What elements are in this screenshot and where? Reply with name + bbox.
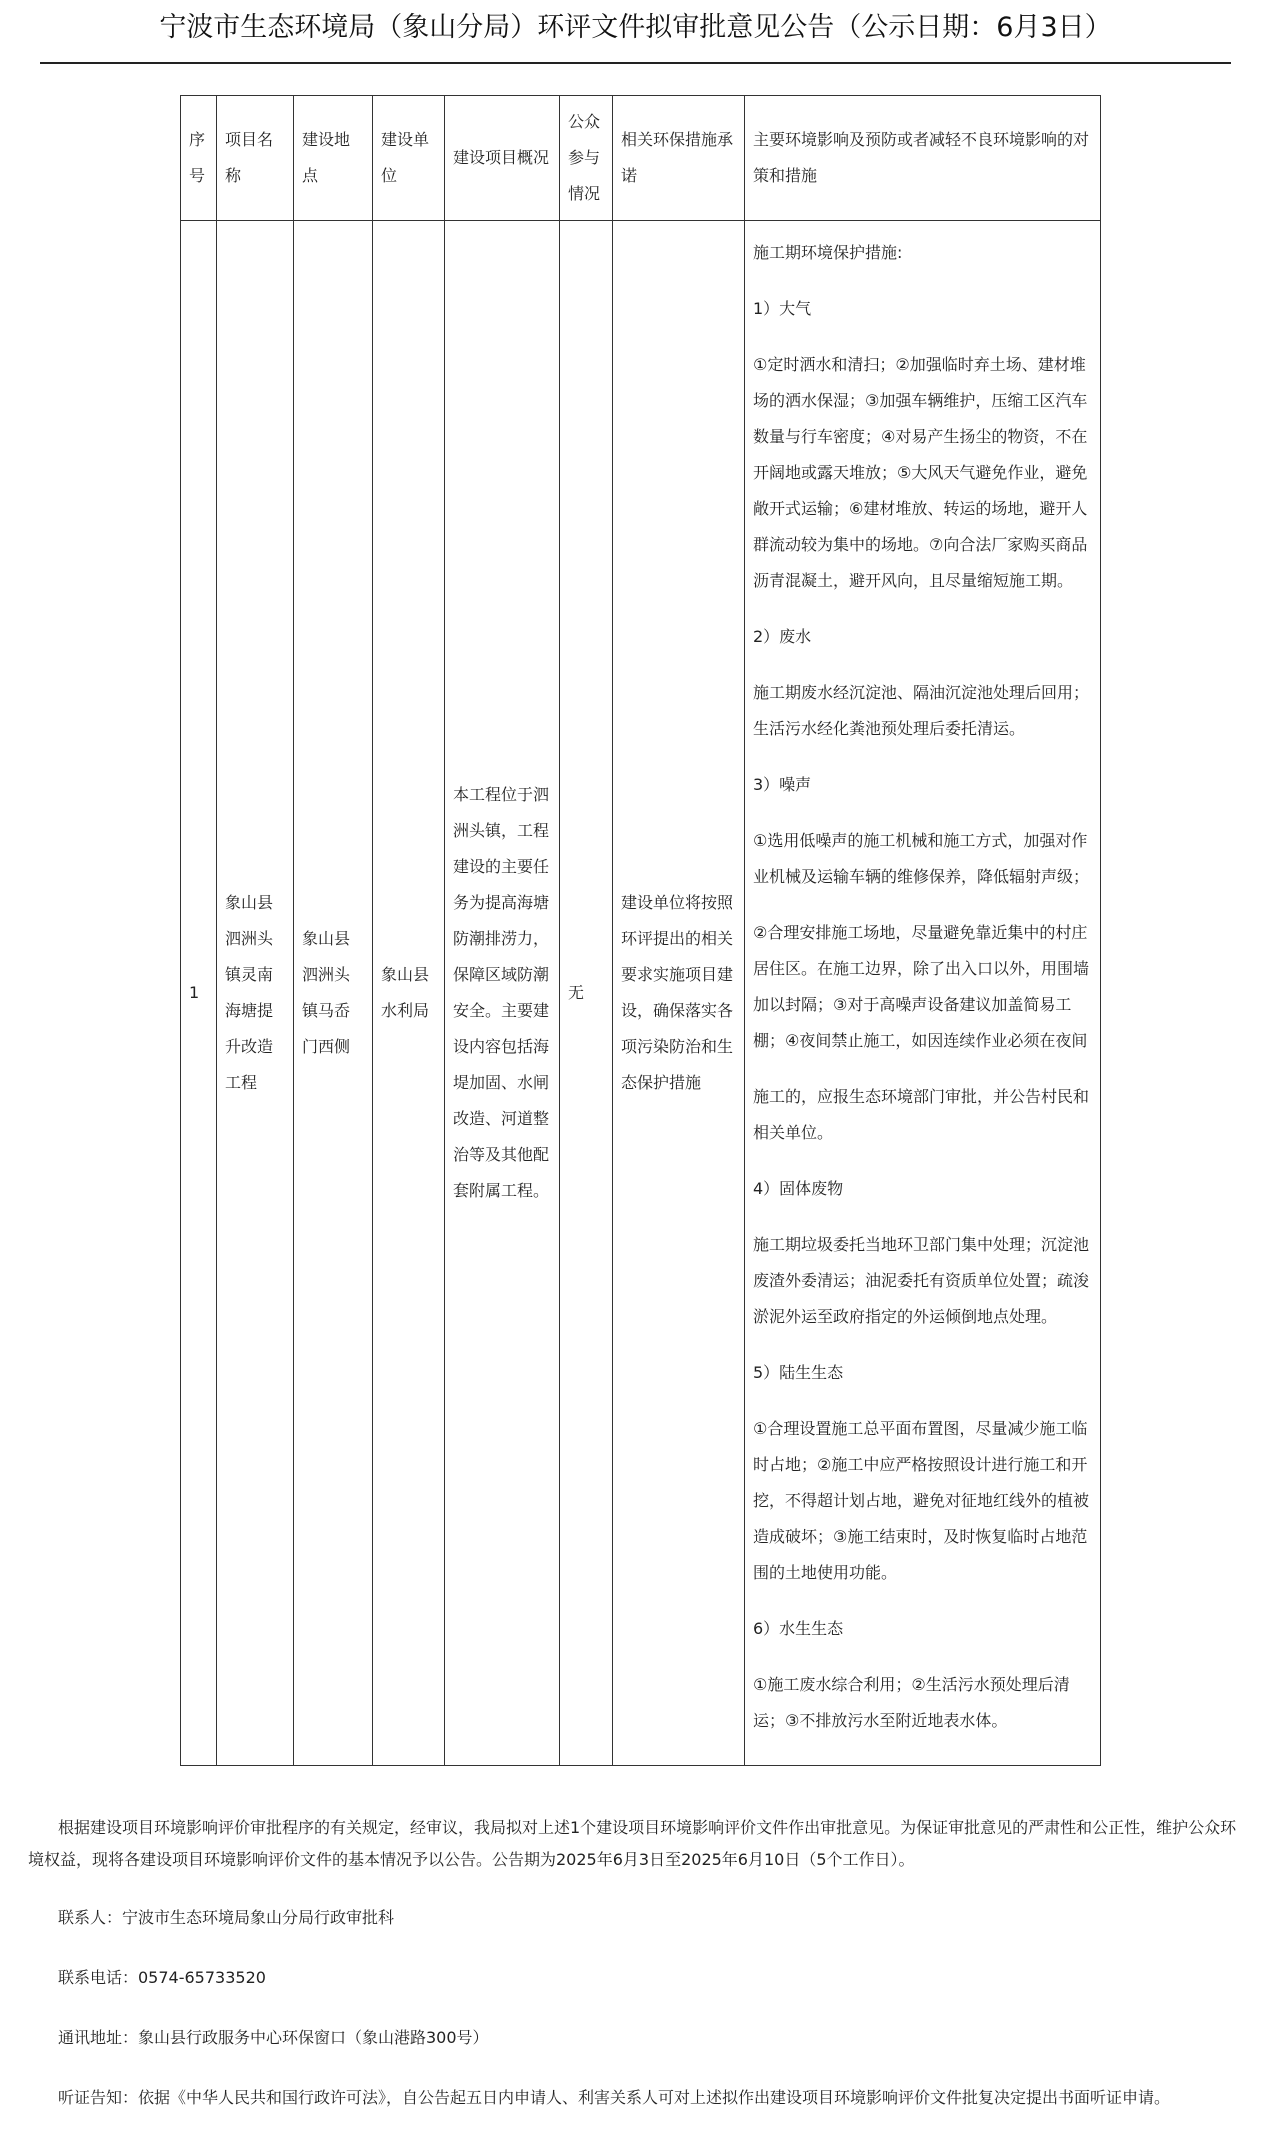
title-divider xyxy=(40,62,1231,64)
cell-commitment: 建设单位将按照环评提出的相关要求实施项目建设，确保落实各项污染防治和生态保护措施 xyxy=(613,221,745,1766)
header-location: 建设地点 xyxy=(294,96,373,221)
measures-paragraph: ①施工废水综合利用；②生活污水预处理后清运；③不排放污水至附近地表水体。 xyxy=(753,1675,1070,1730)
measures-paragraph: 施工的，应报生态环境部门审批，并公告村民和相关单位。 xyxy=(753,1087,1090,1142)
measures-paragraph: ①合理设置施工总平面布置图，尽量减少施工临时占地；②施工中应严格按照设计进行施工和开挖，不得超计划占地，避免对征地红线外的植被造成破坏；③施工结束时，及时恢复临时占地范围的土地使用功能。 xyxy=(753,1419,1090,1582)
contact-address: 通讯地址：象山县行政服务中心环保窗口（象山港路300号） xyxy=(58,2028,489,2047)
announcement-intro: 根据建设项目环境影响评价审批程序的有关规定，经审议，我局拟对上述1个建设项目环境影响评价文件作出审批意见。为保证审批意见的严肃性和公正性，维护公众环境权益，现将各建设项目环境影响评价文件的基本情况予以公告。公告期为2025年6月3日至2025年6月10日（5个工作日）。 xyxy=(28,1818,1237,1869)
cell-location: 象山县泗洲头镇马岙门西侧 xyxy=(294,221,373,1766)
header-overview: 建设项目概况 xyxy=(445,96,560,221)
header-commitment: 相关环保措施承诺 xyxy=(613,96,745,221)
measures-paragraph: 3）噪声 xyxy=(753,775,812,794)
header-unit: 建设单位 xyxy=(373,96,445,221)
contact-phone: 联系电话：0574-65733520 xyxy=(58,1968,266,1987)
measures-paragraph: 2）废水 xyxy=(753,627,812,646)
measures-paragraph: ①选用低噪声的施工机械和施工方式，加强对作业机械及运输车辆的维修保养，降低辐射声级； xyxy=(753,831,1090,886)
measures-paragraph: 施工期垃圾委托当地环卫部门集中处理；沉淀池废渣外委清运；油泥委托有资质单位处置；疏浚淤泥外运至政府指定的外运倾倒地点处理。 xyxy=(753,1235,1090,1326)
table-header-row xyxy=(181,96,1101,221)
measures-paragraph: 5）陆生生态 xyxy=(753,1363,844,1382)
hearing-notice: 听证告知：依据《中华人民共和国行政许可法》，自公告起五日内申请人、利害关系人可对上述拟作出建设项目环境影响评价文件批复决定提出书面听证申请。 xyxy=(58,2088,1171,2107)
page-title: 宁波市生态环境局（象山分局）环评文件拟审批意见公告（公示日期：6月3日） xyxy=(159,12,1112,43)
cell-public: 无 xyxy=(560,221,613,1766)
cell-overview: 本工程位于泗洲头镇，工程建设的主要任务为提高海塘防潮排涝力，保障区域防潮安全。主要建设内容包括海堤加固、水闸改造、河道整治等及其他配套附属工程。 xyxy=(445,221,560,1766)
cell-name: 象山县泗洲头镇灵南海塘提升改造工程 xyxy=(217,221,294,1766)
header-seq: 序号 xyxy=(181,96,217,221)
measures-paragraph: 施工期环境保护措施: xyxy=(753,243,903,262)
measures-paragraph: 1）大气 xyxy=(753,299,812,318)
cell-seq: 1 xyxy=(181,221,217,1766)
measures-paragraph: 6）水生生态 xyxy=(753,1619,844,1638)
measures-paragraph: 4）固体废物 xyxy=(753,1179,844,1198)
measures-paragraph: ①定时洒水和清扫；②加强临时弃土场、建材堆场的洒水保湿；③加强车辆维护，压缩工区汽车数量与行车密度；④对易产生扬尘的物资，不在开阔地或露天堆放；⑤大风天气避免作业，避免敞开式运输；⑥建材堆放、转运的场地，避开人群流动较为集中的场地。⑦向合法厂家购买商品沥青混凝土，避开风向，且尽量缩短施工期。 xyxy=(753,355,1088,590)
contact-person: 联系人：宁波市生态环境局象山分局行政审批科 xyxy=(58,1908,395,1927)
approval-table xyxy=(180,95,1101,1766)
table-row xyxy=(181,221,1101,1766)
header-public: 公众参与情况 xyxy=(560,96,613,221)
measures-paragraph: ②合理安排施工场地，尽量避免靠近集中的村庄居住区。在施工边界，除了出入口以外，用围墙加以封隔；③对于高噪声设备建议加盖简易工棚；④夜间禁止施工，如因连续作业必须在夜间 xyxy=(753,923,1090,1050)
cell-measures xyxy=(745,221,1101,1766)
announcement-footer xyxy=(28,1812,1243,2146)
measures-paragraph: 施工期废水经沉淀池、隔油沉淀池处理后回用；生活污水经化粪池预处理后委托清运。 xyxy=(753,683,1090,738)
header-name: 项目名称 xyxy=(217,96,294,221)
header-measures: 主要环境影响及预防或者减轻不良环境影响的对策和措施 xyxy=(745,96,1101,221)
cell-unit: 象山县水利局 xyxy=(373,221,445,1766)
